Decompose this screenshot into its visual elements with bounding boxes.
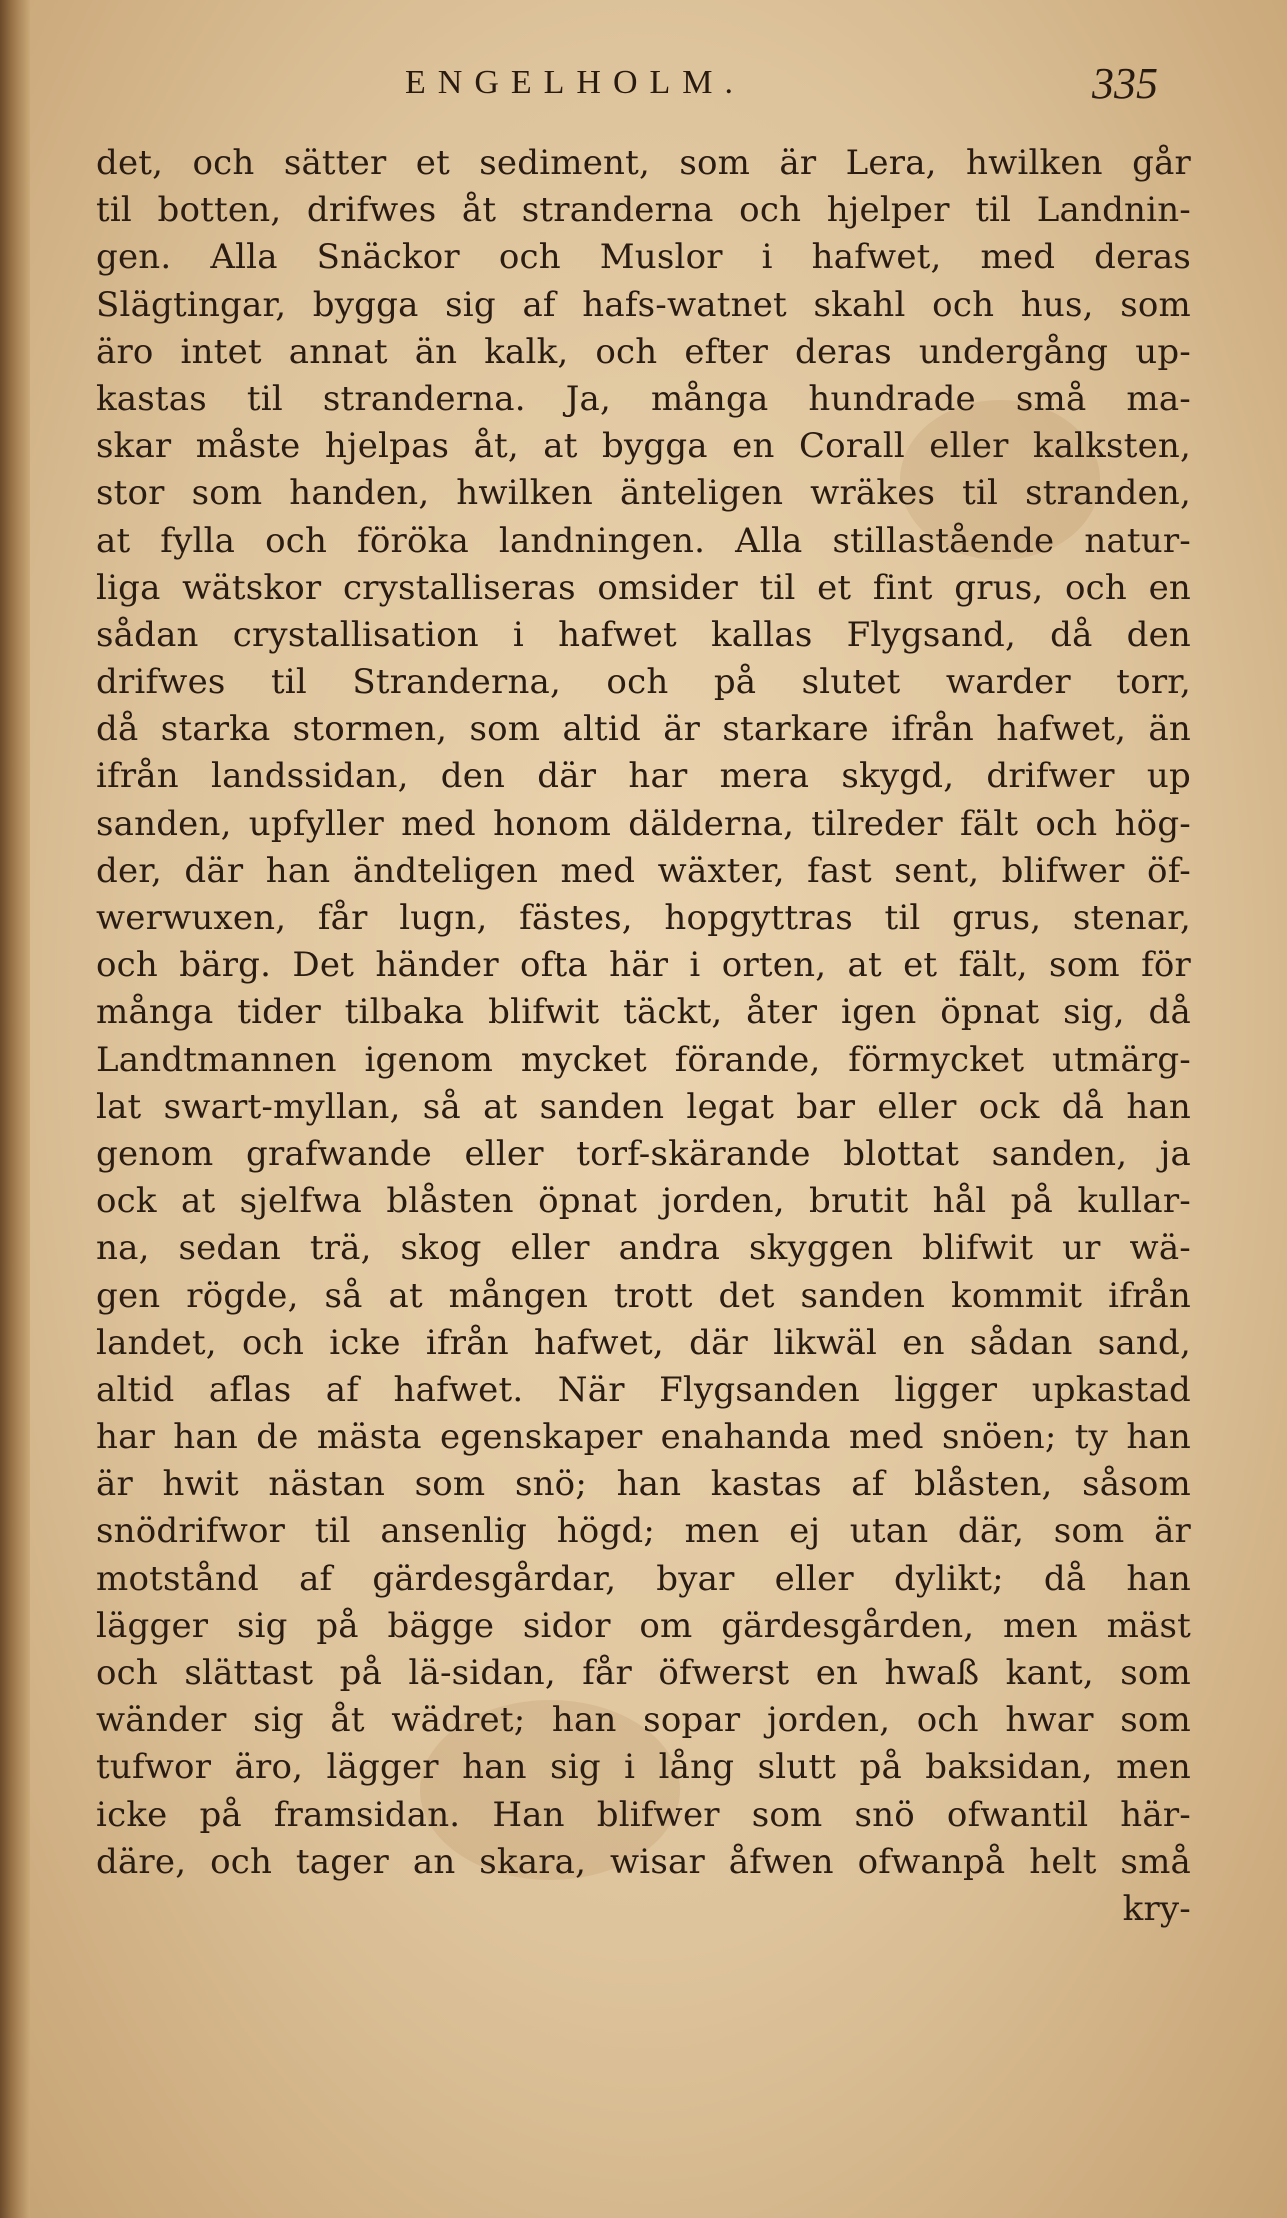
text-line: til botten, drifwes åt stranderna och hjelper til Landnin- [96,190,1191,231]
text-line: altid aflas af hafwet. När Flygsanden ligger upkastad [96,1369,1191,1410]
text-line: gen. Alla Snäckor och Muslor i hafwet, med deras [96,237,1191,278]
text-line: ifrån landssidan, den där har mera skygd, drifwer up [96,756,1191,797]
text-line: skar måste hjelpas åt, at bygga en Corall eller kalksten, [96,426,1191,467]
text-line: genom grafwande eller torf-skärande blottat sanden, ja [96,1133,1191,1174]
text-line: landet, och icke ifrån hafwet, där likwäl en sådan sand, [96,1322,1191,1363]
text-line: Slägtingar, bygga sig af hafs-watnet skahl och hus, som [96,284,1191,325]
text-line: stor som handen, hwilken änteligen wräkes til stranden, [96,473,1191,514]
text-line: däre, och tager an skara, wisar åfwen ofwanpå helt små [96,1841,1191,1882]
page-number: 335 [1092,59,1158,108]
text-line: kastas til stranderna. Ja, många hundrade små ma- [96,378,1191,419]
text-line: sådan crystallisation i hafwet kallas Flygsand, då den [96,614,1191,655]
running-title: ENGELHOLM. [405,64,746,101]
text-line: då starka stormen, som altid är starkare ifrån hafwet, än [96,709,1191,750]
page-binding-edge [0,0,30,2218]
page-header [0,58,1287,118]
text-line: lat swart-myllan, så at sanden legat bar eller ock då han [96,1086,1191,1127]
text-line: och bärg. Det händer ofta här i orten, at et fält, som för [96,945,1191,986]
text-line: icke på framsidan. Han blifwer som snö ofwantil här- [96,1794,1191,1835]
text-line: motstånd af gärdesgårdar, byar eller dylikt; då han [96,1558,1191,1599]
catchword: kry- [1122,1888,1191,1929]
text-line: liga wätskor crystalliseras omsider til et fint grus, och en [96,567,1191,608]
text-line: är hwit nästan som snö; han kastas af blåsten, såsom [96,1464,1191,1505]
text-line: na, sedan trä, skog eller andra skyggen blifwit ur wä- [96,1228,1191,1269]
body-text [96,140,1191,1933]
text-line: sanden, upfyller med honom dälderna, tilreder fält och hög- [96,803,1191,844]
text-line: at fylla och föröka landningen. Alla stillastående natur- [96,520,1191,561]
text-line: har han de mästa egenskaper enahanda med snöen; ty han [96,1417,1191,1458]
text-line: wänder sig åt wädret; han sopar jorden, och hwar som [96,1700,1191,1741]
text-line: snödrifwor til ansenlig högd; men ej utan där, som är [96,1511,1191,1552]
text-line: drifwes til Stranderna, och på slutet warder torr, [96,662,1191,703]
text-line: werwuxen, får lugn, fästes, hopgyttras til grus, stenar, [96,898,1191,938]
text-line: äro intet annat än kalk, och efter deras undergång up- [96,331,1191,372]
text-line: ock at sjelfwa blåsten öpnat jorden, brutit hål på kullar- [96,1181,1191,1222]
text-line: många tider tilbaka blifwit täckt, åter igen öpnat sig, då [96,992,1191,1033]
text-line: det, och sätter et sediment, som är Lera, hwilken går [96,143,1191,183]
text-line: der, där han ändteligen med wäxter, fast sent, blifwer öf- [96,850,1191,891]
text-line: och slättast på lä-sidan, får öfwerst en hwaß kant, som [96,1653,1191,1693]
text-line: tufwor äro, lägger han sig i lång slutt på baksidan, men [96,1747,1191,1788]
text-line: lägger sig på bägge sidor om gärdesgården, men mäst [96,1605,1191,1646]
text-line: gen rögde, så at mången trott det sanden kommit ifrån [96,1275,1191,1316]
text-line: Landtmannen igenom mycket förande, förmycket utmärg- [96,1039,1191,1080]
